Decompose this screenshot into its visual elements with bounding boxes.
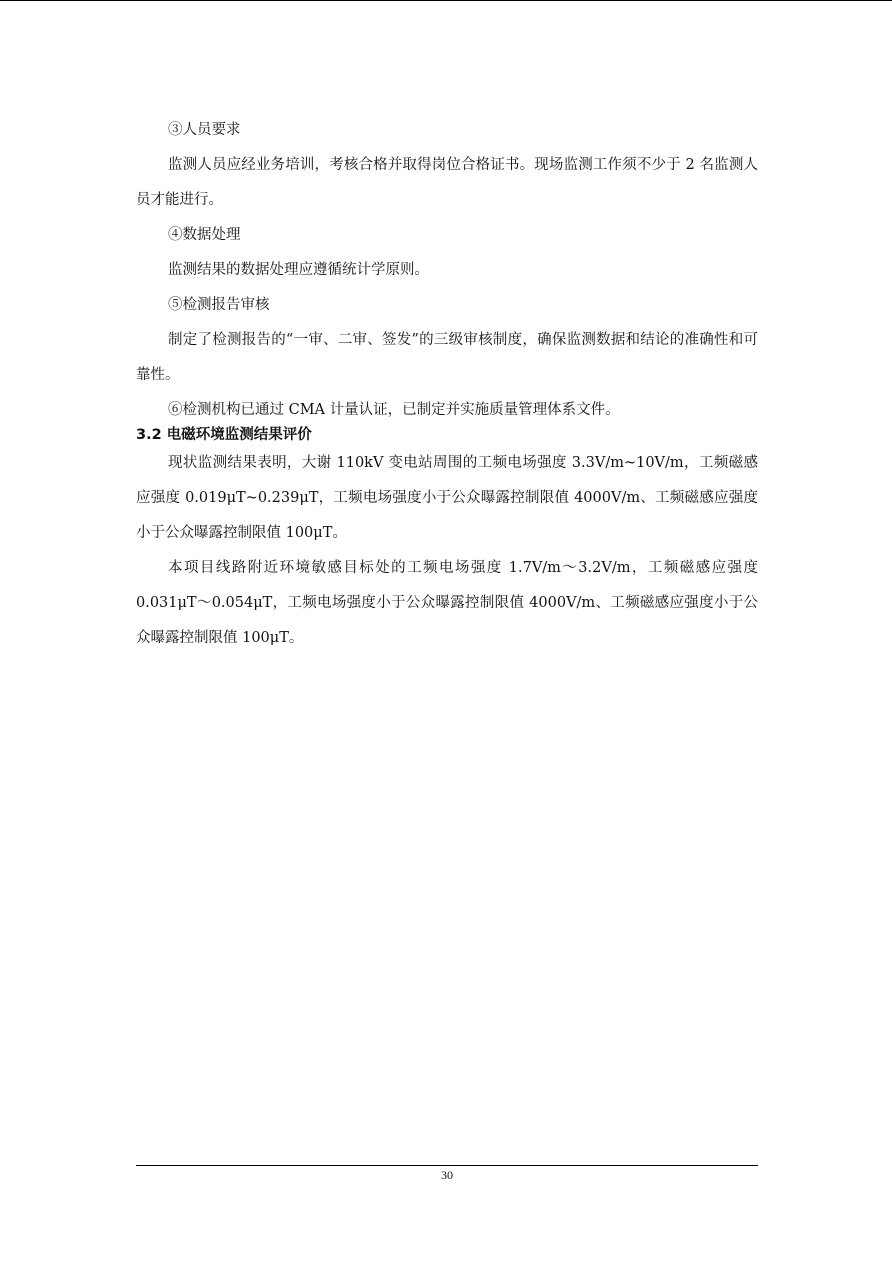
top-border-line (0, 0, 892, 1)
subsection-personnel-title: ③人员要求 (168, 122, 241, 138)
section-heading-3-2: 3.2 电磁环境监测结果评价 (136, 427, 312, 443)
subsection-data-processing-title: ④数据处理 (168, 227, 241, 243)
paragraph-report-review: 制定了检测报告的“一审、二审、签发”的三级审核制度，确保监测数据和结论的准确性和可靠性。 (136, 332, 758, 383)
document-body (136, 113, 758, 656)
paragraph-cma-certification: ⑥检测机构已通过 CMA 计量认证，已制定并实施质量管理体系文件。 (168, 402, 620, 418)
paragraph-substation-results: 现状监测结果表明，大谢 110kV 变电站周围的工频电场强度 3.3V/m~10V/m，工频磁感应强度 0.019μT~0.239μT，工频电场强度小于公众曝露控制限值 4000V/m、工频磁感应强度小于公众曝露控制限值 100μT。 (136, 455, 758, 541)
paragraph-data-processing: 监测结果的数据处理应遵循统计学原则。 (168, 262, 429, 278)
paragraph-personnel-requirements: 监测人员应经业务培训，考核合格并取得岗位合格证书。现场监测工作须不少于 2 名监测人员才能进行。 (136, 157, 758, 208)
footer-divider (136, 1165, 758, 1166)
subsection-report-review-title: ⑤检测报告审核 (168, 297, 270, 313)
paragraph-line-sensitive-targets: 本项目线路附近环境敏感目标处的工频电场强度 1.7V/m～3.2V/m，工频磁感应强度 0.031μT～0.054μT，工频电场强度小于公众曝露控制限值 4000V/m、工频磁感应强度小于公众曝露控制限值 100μT。 (136, 560, 758, 646)
page-number: 30 (441, 1168, 453, 1182)
